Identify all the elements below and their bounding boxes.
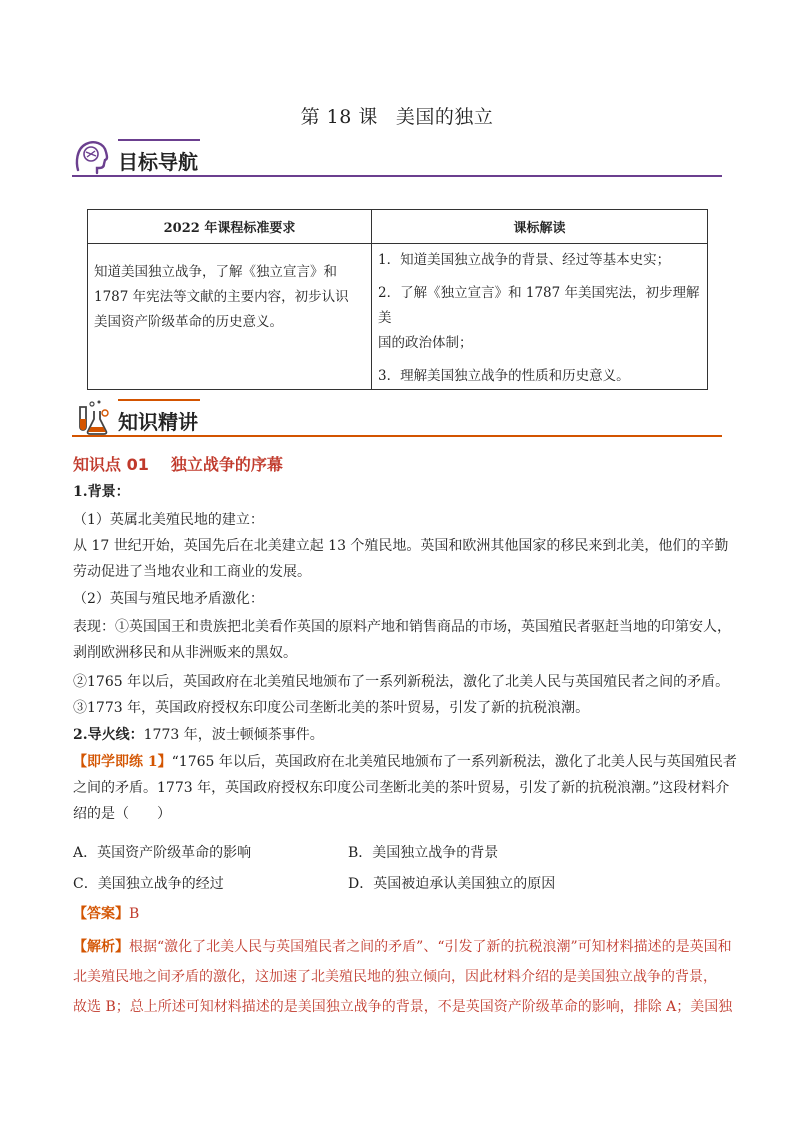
paragraph-line: 表现：①英国国王和贵族把北美看作英国的原料产地和销售商品的市场，英国殖民者驱赶当地的印第安人， <box>73 619 731 635</box>
lab-flask-icon <box>72 397 112 437</box>
paragraph-line: ③1773 年，英国政府授权东印度公司垄断北美的茶叶贸易，引发了新的抗税浪潮。 <box>73 700 590 716</box>
background-heading: 1.背景： <box>73 484 130 500</box>
requirement-line: 知道美国独立战争，了解《独立宣言》和 <box>94 264 337 280</box>
option-c: C．美国独立战争的经过 <box>73 876 224 892</box>
analysis-line: 故选 B；总上所述可知材料描述的是美国独立战争的背景，不是英国资产阶级革命的影响，排除 A；美国独 <box>73 999 733 1015</box>
table-header-row <box>88 210 708 244</box>
section-label: 目标导航 <box>118 150 198 174</box>
lesson-name: 美国的独立 <box>395 106 494 128</box>
interpretation-cell <box>372 244 708 390</box>
lesson-number: 第 18 课 <box>300 106 378 128</box>
answer-value: B <box>129 906 140 922</box>
question-text: “1765 年以后，英国政府在北美殖民地颁布了一系列新税法，激化了北美人民与英国殖民者 <box>171 754 737 770</box>
fuse-heading: 2.导火线： <box>73 727 144 743</box>
section-header-goals <box>72 137 722 185</box>
analysis-text: 根据“激化了北美人民与英国殖民者之间的矛盾”、“引发了新的抗税浪潮”可知材料描述的是英国和 <box>129 939 732 955</box>
exercise-question-line: 之间的矛盾。1773 年，英国政府授权东印度公司垄断北美的茶叶贸易，引发了新的抗税浪潮。”这段材料介 <box>73 780 730 796</box>
interpretation-line: 1．知道美国独立战争的背景、经过等基本史实； <box>378 252 671 268</box>
table-header-right: 课标解读 <box>372 210 708 244</box>
subheading: （2）英国与殖民地矛盾激化： <box>73 591 264 607</box>
knowledge-point-title <box>73 452 283 475</box>
paragraph-line: 劳动促进了当地农业和工商业的发展。 <box>73 564 311 580</box>
exercise-tag: 【即学即练 1】 <box>73 754 172 770</box>
interpretation-line: 3．理解美国独立战争的性质和历史意义。 <box>378 368 630 384</box>
analysis-line: 北美殖民地之间矛盾的激化，这加速了北美殖民地的独立倾向，因此材料介绍的是美国独立战争的背景， <box>73 969 717 985</box>
section-divider <box>72 175 722 177</box>
standards-table <box>87 209 708 390</box>
exercise-question-line <box>73 750 737 774</box>
knowledge-point-name: 独立战争的序幕 <box>170 455 283 474</box>
standard-requirement-cell <box>88 244 372 390</box>
analysis-line <box>73 935 732 959</box>
interpretation-line: 2．了解《独立宣言》和 1787 年美国宪法，初步理解美 <box>378 285 700 326</box>
knowledge-point-number: 知识点 01 <box>73 455 149 474</box>
paragraph-line: 剥削欧洲移民和从非洲贩来的黑奴。 <box>73 645 297 661</box>
option-b: B．美国独立战争的背景 <box>348 845 499 861</box>
answer-line <box>73 902 723 926</box>
fuse-line <box>73 723 723 747</box>
paragraph-line: ②1765 年以后，英国政府在北美殖民地颁布了一系列新税法，激化了北美人民与英国殖民者之间的矛盾。 <box>73 674 730 690</box>
analysis-tag: 【解析】 <box>73 939 129 955</box>
table-row <box>88 244 708 390</box>
option-a: A．英国资产阶级革命的影响 <box>73 845 252 861</box>
brain-head-icon <box>72 137 112 177</box>
page-title <box>0 102 794 129</box>
section-label: 知识精讲 <box>118 410 198 434</box>
paragraph-line: 从 17 世纪开始，英国先后在北美建立起 13 个殖民地。英国和欧洲其他国家的移民来到北美，他们的辛勤 <box>73 538 729 554</box>
table-header-left: 2022 年课程标准要求 <box>88 210 372 244</box>
header-accent-bar <box>118 399 200 401</box>
header-accent-bar <box>118 139 200 141</box>
section-header-knowledge <box>72 397 722 445</box>
answer-tag: 【答案】 <box>73 906 129 922</box>
exercise-question-line: 绍的是（ ） <box>73 806 171 822</box>
subheading: （1）英属北美殖民地的建立： <box>73 512 264 528</box>
requirement-line: 1787 年宪法等文献的主要内容，初步认识 <box>94 289 349 305</box>
fuse-text: 1773 年，波士顿倾茶事件。 <box>143 727 324 743</box>
interpretation-line: 国的政治体制； <box>378 335 473 351</box>
option-d: D．英国被迫承认美国独立的原因 <box>348 876 556 892</box>
requirement-line: 美国资产阶级革命的历史意义。 <box>94 314 283 330</box>
section-divider <box>72 435 722 437</box>
